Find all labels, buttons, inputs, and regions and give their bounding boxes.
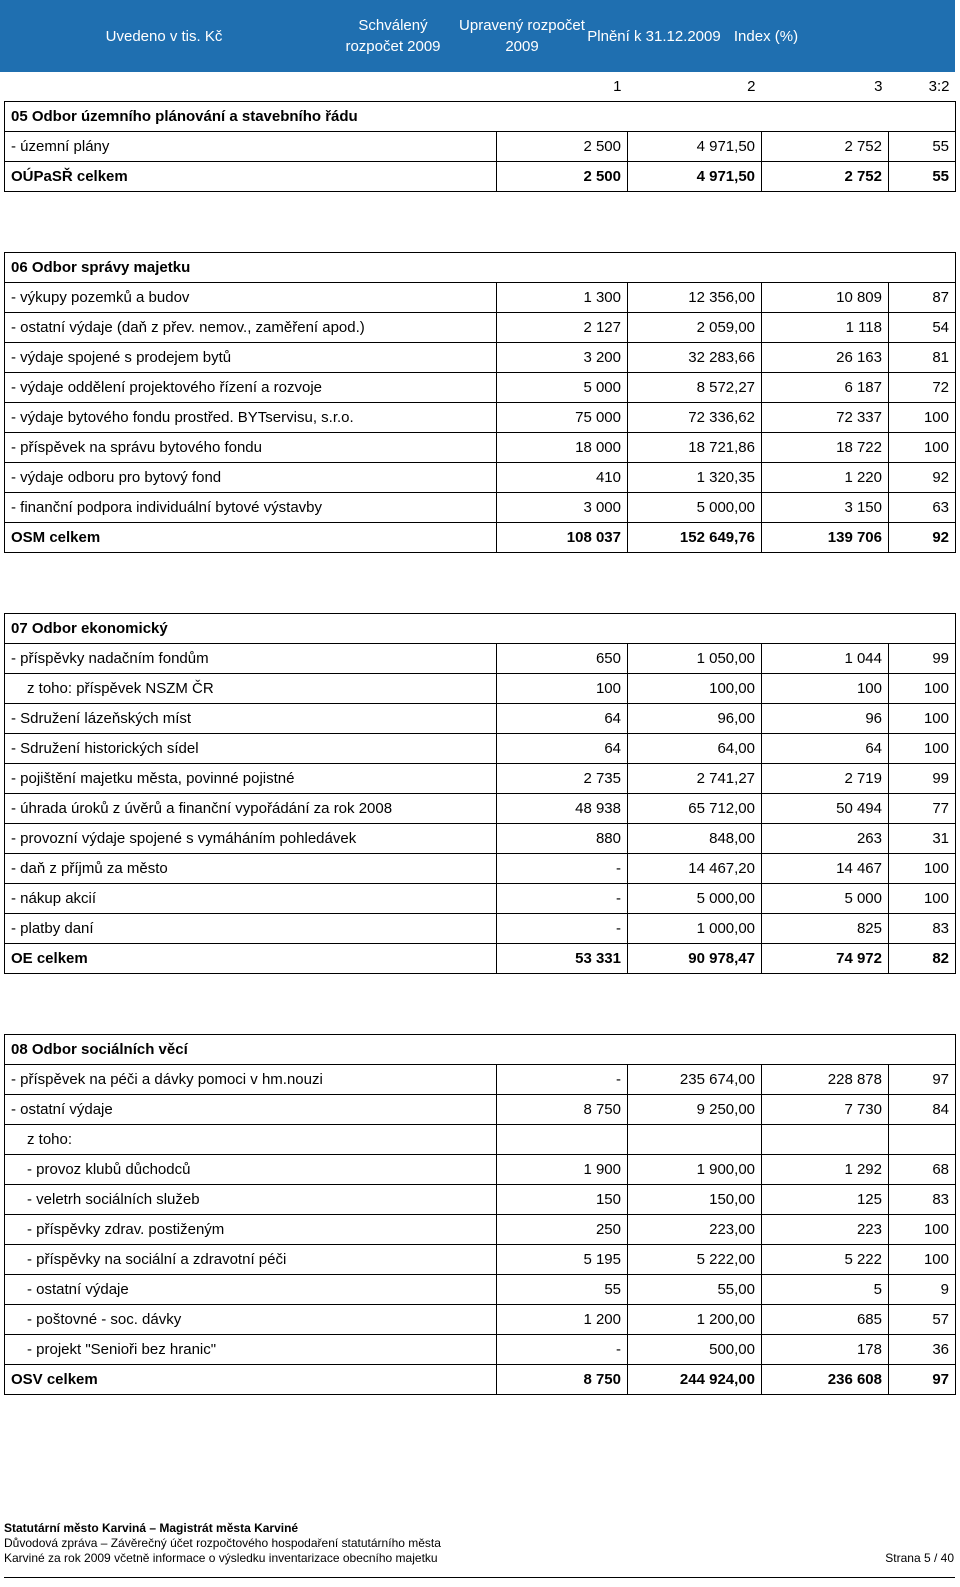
header-units-label: Uvedeno v tis. Kč bbox=[105, 27, 223, 45]
approved-value: 64 bbox=[497, 704, 628, 734]
table-row bbox=[5, 1065, 956, 1095]
row-label: - výdaje odboru pro bytový fond bbox=[5, 463, 497, 493]
fulfilment-value: 96 bbox=[762, 704, 889, 734]
approved-value: 1 300 bbox=[497, 283, 628, 313]
approved-value: - bbox=[497, 914, 628, 944]
row-label: - výkupy pozemků a budov bbox=[5, 283, 497, 313]
table-row bbox=[5, 1305, 956, 1335]
index-value bbox=[889, 1125, 956, 1155]
table-row bbox=[5, 1215, 956, 1245]
index-value: 81 bbox=[889, 343, 956, 373]
adjusted-value: 4 971,50 bbox=[628, 132, 762, 162]
adjusted-value: 65 712,00 bbox=[628, 794, 762, 824]
fulfilment-value: 223 bbox=[762, 1215, 889, 1245]
adjusted-value: 5 222,00 bbox=[628, 1245, 762, 1275]
row-label: - projekt "Senioři bez hranic" bbox=[5, 1335, 497, 1365]
footer-page-number: Strana 5 / 40 bbox=[885, 1551, 954, 1565]
index-value: 83 bbox=[889, 1185, 956, 1215]
section-title-row bbox=[5, 1035, 956, 1065]
row-label: - provozní výdaje spojené s vymáháním pohledávek bbox=[5, 824, 497, 854]
section-total-row bbox=[5, 523, 956, 553]
spacer-cell bbox=[5, 553, 956, 614]
index-value: 97 bbox=[889, 1065, 956, 1095]
fulfilment-value: 10 809 bbox=[762, 283, 889, 313]
approved-value: 100 bbox=[497, 674, 628, 704]
header-fulfilment: Plnění k 31.12.2009 bbox=[587, 27, 721, 45]
table-row bbox=[5, 854, 956, 884]
adjusted-value: 150,00 bbox=[628, 1185, 762, 1215]
column-number: 2 bbox=[628, 72, 762, 102]
approved-value: 55 bbox=[497, 1275, 628, 1305]
row-label: - příspěvky na sociální a zdravotní péči bbox=[5, 1245, 497, 1275]
fulfilment-value: 6 187 bbox=[762, 373, 889, 403]
table-row bbox=[5, 794, 956, 824]
adjusted-value: 1 320,35 bbox=[628, 463, 762, 493]
table-row bbox=[5, 1095, 956, 1125]
fulfilment-value: 64 bbox=[762, 734, 889, 764]
row-label: - provoz klubů důchodců bbox=[5, 1155, 497, 1185]
row-label: - výdaje oddělení projektového řízení a rozvoje bbox=[5, 373, 497, 403]
column-numbers-blank bbox=[5, 72, 497, 102]
index-value: 100 bbox=[889, 403, 956, 433]
index-value: 99 bbox=[889, 644, 956, 674]
adjusted-value: 1 050,00 bbox=[628, 644, 762, 674]
section-title: 06 Odbor správy majetku bbox=[5, 253, 956, 283]
section-total-row bbox=[5, 944, 956, 974]
adjusted-value: 235 674,00 bbox=[628, 1065, 762, 1095]
table-row bbox=[5, 343, 956, 373]
budget-table-sections-05-06 bbox=[4, 72, 956, 1395]
adjusted-value: 14 467,20 bbox=[628, 854, 762, 884]
total-label: OE celkem bbox=[5, 944, 497, 974]
row-label: - platby daní bbox=[5, 914, 497, 944]
column-number: 1 bbox=[497, 72, 628, 102]
table-row bbox=[5, 1125, 956, 1155]
total-adjusted: 152 649,76 bbox=[628, 523, 762, 553]
section-title: 07 Odbor ekonomický bbox=[5, 614, 956, 644]
total-fulfilment: 2 752 bbox=[762, 162, 889, 192]
index-value: 100 bbox=[889, 1245, 956, 1275]
fulfilment-value: 5 bbox=[762, 1275, 889, 1305]
total-approved: 2 500 bbox=[497, 162, 628, 192]
section-title-row bbox=[5, 102, 956, 132]
index-value: 77 bbox=[889, 794, 956, 824]
row-label: - finanční podpora individuální bytové výstavby bbox=[5, 493, 497, 523]
approved-value: 18 000 bbox=[497, 433, 628, 463]
approved-value: 650 bbox=[497, 644, 628, 674]
row-label: - příspěvky zdrav. postiženým bbox=[5, 1215, 497, 1245]
total-approved: 108 037 bbox=[497, 523, 628, 553]
row-label: - úhrada úroků z úvěrů a finanční vypořádání za rok 2008 bbox=[5, 794, 497, 824]
total-index: 82 bbox=[889, 944, 956, 974]
approved-value: 5 000 bbox=[497, 373, 628, 403]
total-index: 92 bbox=[889, 523, 956, 553]
total-approved: 53 331 bbox=[497, 944, 628, 974]
row-label: - veletrh sociálních služeb bbox=[5, 1185, 497, 1215]
fulfilment-value: 263 bbox=[762, 824, 889, 854]
adjusted-value: 96,00 bbox=[628, 704, 762, 734]
fulfilment-value: 2 719 bbox=[762, 764, 889, 794]
index-value: 63 bbox=[889, 493, 956, 523]
section-title-row bbox=[5, 614, 956, 644]
approved-value: 1 200 bbox=[497, 1305, 628, 1335]
index-value: 100 bbox=[889, 433, 956, 463]
fulfilment-value: 1 220 bbox=[762, 463, 889, 493]
fulfilment-value: 72 337 bbox=[762, 403, 889, 433]
total-approved: 8 750 bbox=[497, 1365, 628, 1395]
table-row bbox=[5, 403, 956, 433]
adjusted-value: 55,00 bbox=[628, 1275, 762, 1305]
row-label: - výdaje spojené s prodejem bytů bbox=[5, 343, 497, 373]
total-index: 97 bbox=[889, 1365, 956, 1395]
adjusted-value: 223,00 bbox=[628, 1215, 762, 1245]
index-value: 100 bbox=[889, 734, 956, 764]
fulfilment-value: 14 467 bbox=[762, 854, 889, 884]
table-row bbox=[5, 1245, 956, 1275]
section-total-row bbox=[5, 162, 956, 192]
index-value: 54 bbox=[889, 313, 956, 343]
approved-value: 75 000 bbox=[497, 403, 628, 433]
section-spacer bbox=[5, 974, 956, 1035]
column-number: 3:2 bbox=[889, 72, 956, 102]
adjusted-value: 500,00 bbox=[628, 1335, 762, 1365]
total-label: OSM celkem bbox=[5, 523, 497, 553]
row-label: - příspěvky nadačním fondům bbox=[5, 644, 497, 674]
row-label: - územní plány bbox=[5, 132, 497, 162]
table-row bbox=[5, 824, 956, 854]
index-value: 99 bbox=[889, 764, 956, 794]
approved-value: 880 bbox=[497, 824, 628, 854]
fulfilment-value: 7 730 bbox=[762, 1095, 889, 1125]
index-value: 84 bbox=[889, 1095, 956, 1125]
table-row bbox=[5, 644, 956, 674]
fulfilment-value: 178 bbox=[762, 1335, 889, 1365]
index-value: 100 bbox=[889, 854, 956, 884]
table-row bbox=[5, 373, 956, 403]
table-row bbox=[5, 132, 956, 162]
row-label: z toho: příspěvek NSZM ČR bbox=[5, 674, 497, 704]
index-value: 87 bbox=[889, 283, 956, 313]
table-row bbox=[5, 1275, 956, 1305]
adjusted-value: 1 000,00 bbox=[628, 914, 762, 944]
index-value: 72 bbox=[889, 373, 956, 403]
section-total-row bbox=[5, 1365, 956, 1395]
spacer-cell bbox=[5, 192, 956, 253]
adjusted-value: 64,00 bbox=[628, 734, 762, 764]
table-row bbox=[5, 734, 956, 764]
fulfilment-value: 1 118 bbox=[762, 313, 889, 343]
footer-document-cont: Karviné za rok 2009 včetně informace o výsledku inventarizace obecního majetku bbox=[4, 1551, 438, 1565]
approved-value: - bbox=[497, 1335, 628, 1365]
table-row bbox=[5, 433, 956, 463]
adjusted-value: 8 572,27 bbox=[628, 373, 762, 403]
fulfilment-value: 50 494 bbox=[762, 794, 889, 824]
row-label: - daň z příjmů za město bbox=[5, 854, 497, 884]
table-row bbox=[5, 764, 956, 794]
approved-value: - bbox=[497, 884, 628, 914]
approved-value: 48 938 bbox=[497, 794, 628, 824]
row-label: - výdaje bytového fondu prostřed. BYTservisu, s.r.o. bbox=[5, 403, 497, 433]
spacer-cell bbox=[5, 974, 956, 1035]
row-label: - příspěvek na péči a dávky pomoci v hm.nouzi bbox=[5, 1065, 497, 1095]
adjusted-value: 9 250,00 bbox=[628, 1095, 762, 1125]
approved-value: 1 900 bbox=[497, 1155, 628, 1185]
approved-value: 64 bbox=[497, 734, 628, 764]
fulfilment-value bbox=[762, 1125, 889, 1155]
fulfilment-value: 228 878 bbox=[762, 1065, 889, 1095]
index-value: 92 bbox=[889, 463, 956, 493]
fulfilment-value: 685 bbox=[762, 1305, 889, 1335]
adjusted-value: 18 721,86 bbox=[628, 433, 762, 463]
total-fulfilment: 139 706 bbox=[762, 523, 889, 553]
index-value: 36 bbox=[889, 1335, 956, 1365]
row-label: - ostatní výdaje bbox=[5, 1095, 497, 1125]
adjusted-value bbox=[628, 1125, 762, 1155]
section-spacer bbox=[5, 192, 956, 253]
adjusted-value: 12 356,00 bbox=[628, 283, 762, 313]
total-label: OSV celkem bbox=[5, 1365, 497, 1395]
fulfilment-value: 26 163 bbox=[762, 343, 889, 373]
total-fulfilment: 236 608 bbox=[762, 1365, 889, 1395]
fulfilment-value: 18 722 bbox=[762, 433, 889, 463]
approved-value: - bbox=[497, 1065, 628, 1095]
approved-value: - bbox=[497, 854, 628, 884]
adjusted-value: 32 283,66 bbox=[628, 343, 762, 373]
adjusted-value: 5 000,00 bbox=[628, 884, 762, 914]
index-value: 68 bbox=[889, 1155, 956, 1185]
row-label: - ostatní výdaje bbox=[5, 1275, 497, 1305]
approved-value: 150 bbox=[497, 1185, 628, 1215]
total-label: OÚPaSŘ celkem bbox=[5, 162, 497, 192]
header-approved-budget: Schválený rozpočet 2009 bbox=[345, 17, 441, 55]
total-fulfilment: 74 972 bbox=[762, 944, 889, 974]
footer-document: Důvodová zpráva – Závěrečný účet rozpočtového hospodaření statutárního města bbox=[4, 1536, 441, 1550]
approved-value: 3 000 bbox=[497, 493, 628, 523]
table-row bbox=[5, 704, 956, 734]
total-index: 55 bbox=[889, 162, 956, 192]
approved-value: 410 bbox=[497, 463, 628, 493]
column-numbers-row bbox=[5, 72, 956, 102]
fulfilment-value: 5 222 bbox=[762, 1245, 889, 1275]
table-row bbox=[5, 463, 956, 493]
adjusted-value: 848,00 bbox=[628, 824, 762, 854]
page-footer bbox=[4, 1521, 954, 1566]
adjusted-value: 2 741,27 bbox=[628, 764, 762, 794]
adjusted-value: 1 900,00 bbox=[628, 1155, 762, 1185]
fulfilment-value: 5 000 bbox=[762, 884, 889, 914]
header-index: Index (%) bbox=[733, 27, 799, 45]
table-row bbox=[5, 493, 956, 523]
approved-value: 2 735 bbox=[497, 764, 628, 794]
table-header bbox=[0, 0, 955, 72]
table-row bbox=[5, 283, 956, 313]
adjusted-value: 2 059,00 bbox=[628, 313, 762, 343]
row-label: - Sdružení historických sídel bbox=[5, 734, 497, 764]
footer-divider bbox=[4, 1577, 955, 1578]
approved-value: 2 500 bbox=[497, 132, 628, 162]
row-label: - ostatní výdaje (daň z přev. nemov., zaměření apod.) bbox=[5, 313, 497, 343]
adjusted-value: 1 200,00 bbox=[628, 1305, 762, 1335]
row-label: - pojištění majetku města, povinné pojistné bbox=[5, 764, 497, 794]
adjusted-value: 100,00 bbox=[628, 674, 762, 704]
total-adjusted: 244 924,00 bbox=[628, 1365, 762, 1395]
fulfilment-value: 100 bbox=[762, 674, 889, 704]
row-label: - poštovné - soc. dávky bbox=[5, 1305, 497, 1335]
total-adjusted: 90 978,47 bbox=[628, 944, 762, 974]
approved-value: 3 200 bbox=[497, 343, 628, 373]
section-title-row bbox=[5, 253, 956, 283]
section-spacer bbox=[5, 553, 956, 614]
section-title: 08 Odbor sociálních věcí bbox=[5, 1035, 956, 1065]
column-number: 3 bbox=[762, 72, 889, 102]
row-label: - Sdružení lázeňských míst bbox=[5, 704, 497, 734]
table-row bbox=[5, 1335, 956, 1365]
index-value: 9 bbox=[889, 1275, 956, 1305]
approved-value: 250 bbox=[497, 1215, 628, 1245]
table-row bbox=[5, 674, 956, 704]
row-label: - příspěvek na správu bytového fondu bbox=[5, 433, 497, 463]
table-row bbox=[5, 914, 956, 944]
fulfilment-value: 2 752 bbox=[762, 132, 889, 162]
index-value: 100 bbox=[889, 884, 956, 914]
index-value: 57 bbox=[889, 1305, 956, 1335]
table-row bbox=[5, 1155, 956, 1185]
table-row bbox=[5, 1185, 956, 1215]
approved-value bbox=[497, 1125, 628, 1155]
approved-value: 5 195 bbox=[497, 1245, 628, 1275]
approved-value: 2 127 bbox=[497, 313, 628, 343]
header-adjusted-budget: Upravený rozpočet 2009 bbox=[459, 17, 585, 55]
index-value: 55 bbox=[889, 132, 956, 162]
section-title: 05 Odbor územního plánování a stavebního řádu bbox=[5, 102, 956, 132]
total-adjusted: 4 971,50 bbox=[628, 162, 762, 192]
table-row bbox=[5, 884, 956, 914]
row-label: z toho: bbox=[5, 1125, 497, 1155]
adjusted-value: 5 000,00 bbox=[628, 493, 762, 523]
footer-issuer: Statutární město Karviná – Magistrát města Karviné bbox=[4, 1521, 299, 1535]
adjusted-value: 72 336,62 bbox=[628, 403, 762, 433]
index-value: 100 bbox=[889, 704, 956, 734]
fulfilment-value: 3 150 bbox=[762, 493, 889, 523]
index-value: 100 bbox=[889, 674, 956, 704]
fulfilment-value: 1 044 bbox=[762, 644, 889, 674]
fulfilment-value: 1 292 bbox=[762, 1155, 889, 1185]
index-value: 31 bbox=[889, 824, 956, 854]
index-value: 83 bbox=[889, 914, 956, 944]
fulfilment-value: 825 bbox=[762, 914, 889, 944]
fulfilment-value: 125 bbox=[762, 1185, 889, 1215]
index-value: 100 bbox=[889, 1215, 956, 1245]
table-row bbox=[5, 313, 956, 343]
approved-value: 8 750 bbox=[497, 1095, 628, 1125]
row-label: - nákup akcií bbox=[5, 884, 497, 914]
